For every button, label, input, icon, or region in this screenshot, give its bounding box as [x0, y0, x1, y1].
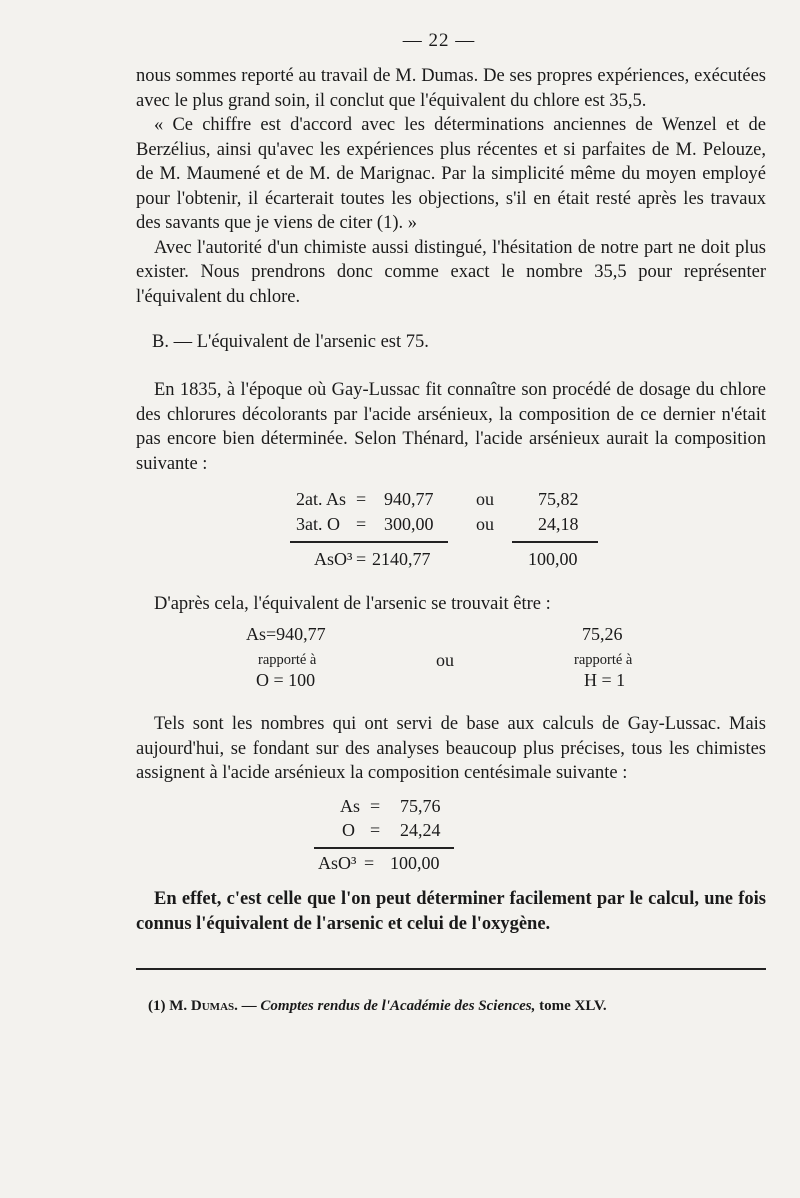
row1-label: 2at. As	[296, 489, 347, 509]
paragraph-7: En effet, c'est celle que l'on peut déterminer facilement par le calcul, une fois connus l'équivalent de l'arsenic et celui de l'oxygène.	[136, 889, 766, 934]
t3-row2-value: 24,24	[400, 820, 441, 840]
t3-row1-value: 75,76	[400, 796, 441, 816]
total-pct: 100,00	[528, 549, 578, 569]
rapporte-right: rapporté à	[574, 652, 633, 668]
ou-middle: ou	[436, 650, 454, 670]
paragraph-4: En 1835, à l'époque où Gay-Lussac fit connaître son procédé de dosage du chlore des chlorures décolorants par l'acide arsénieux, la composition de ce dernier n'était pas encore bien déterminée. Selon Thénard, l'acide arsénieux aurait la composition suivante :	[136, 380, 766, 474]
total-label: AsO³	[314, 549, 353, 569]
table3-rule	[314, 847, 454, 849]
footnote-author: Dumas.	[190, 998, 238, 1014]
paragraph-5: D'après cela, l'équivalent de l'arsenic se trouvait être :	[154, 594, 551, 614]
t3-row1-label: As	[340, 796, 361, 816]
body-text-p6	[136, 712, 766, 786]
row2-label: 3at. O	[296, 514, 340, 534]
paragraph-6: Tels sont les nombres qui ont servi de base aux calculs de Gay-Lussac. Mais aujourd'hui, se fondant sur des analyses beaucoup plus précises, tous les chimistes assignent à l'acide arsénieux la composition centésimale suivante :	[136, 714, 766, 783]
total-value: 2140,77	[372, 549, 431, 569]
footnote-separator	[136, 968, 766, 970]
total-eq: =	[356, 549, 367, 569]
o-value-left: O = 100	[256, 670, 316, 690]
t3-row2-eq: =	[370, 820, 381, 840]
rapporte-left: rapporté à	[258, 652, 317, 668]
t3-total-value: 100,00	[390, 853, 440, 873]
footnote-mark: (1) M.	[148, 998, 188, 1014]
paragraph-1: nous sommes reporté au travail de M. Dumas. De ses propres expériences, exécutées avec le plus grand soin, il conclut que l'équivalent du chlore est 35,5.	[136, 66, 766, 111]
t3-row2-label: O	[342, 820, 355, 840]
row2-value: 300,00	[384, 514, 434, 534]
footnote-dash: —	[241, 998, 257, 1014]
table1-rule-right	[512, 541, 598, 543]
h-value-right: H = 1	[584, 670, 626, 690]
paragraph-3: Avec l'autorité d'un chimiste aussi distingué, l'hésitation de notre part ne doit plus exister. Nous prendrons donc comme exact le nombre 35,5 pour représenter l'équivalent du chlore.	[136, 237, 766, 307]
body-text-p7	[136, 887, 766, 936]
section-heading: B. — L'équivalent de l'arsenic est 75.	[152, 332, 429, 352]
footnote	[148, 998, 607, 1015]
row1-eq: =	[356, 489, 367, 509]
body-text-top	[136, 64, 766, 309]
as-value-left: As=940,77	[246, 624, 326, 644]
row1-or: ou	[476, 489, 494, 509]
as-value-right: 75,26	[582, 624, 623, 644]
row2-eq: =	[356, 514, 367, 534]
row2-pct: 24,18	[538, 514, 579, 534]
footnote-title: Comptes rendus de l'Académie des Sciences,	[260, 998, 536, 1014]
t3-total-eq: =	[364, 853, 375, 873]
t3-row1-eq: =	[370, 796, 381, 816]
body-text-p5	[136, 592, 766, 617]
row1-pct: 75,82	[538, 489, 579, 509]
t3-total-label: AsO³	[318, 853, 357, 873]
row1-value: 940,77	[384, 489, 434, 509]
paragraph-2: « Ce chiffre est d'accord avec les déterminations anciennes de Wenzel et de Berzélius, ainsi qu'avec les expériences plus récentes et si parfaites de M. Pelouze, de M. Maumené et de M. de Marignac. Par la simplicité même du moyen employé pour l'obtenir, il écarterait toutes les objections, s'il en était resté après les travaux des savants que je viens de citer (1). »	[136, 115, 766, 233]
row2-or: ou	[476, 514, 494, 534]
footnote-tome: tome XLV.	[539, 998, 607, 1014]
body-text-p4	[136, 378, 766, 476]
page-number: — 22 —	[402, 30, 476, 51]
table1-rule-left	[290, 541, 448, 543]
